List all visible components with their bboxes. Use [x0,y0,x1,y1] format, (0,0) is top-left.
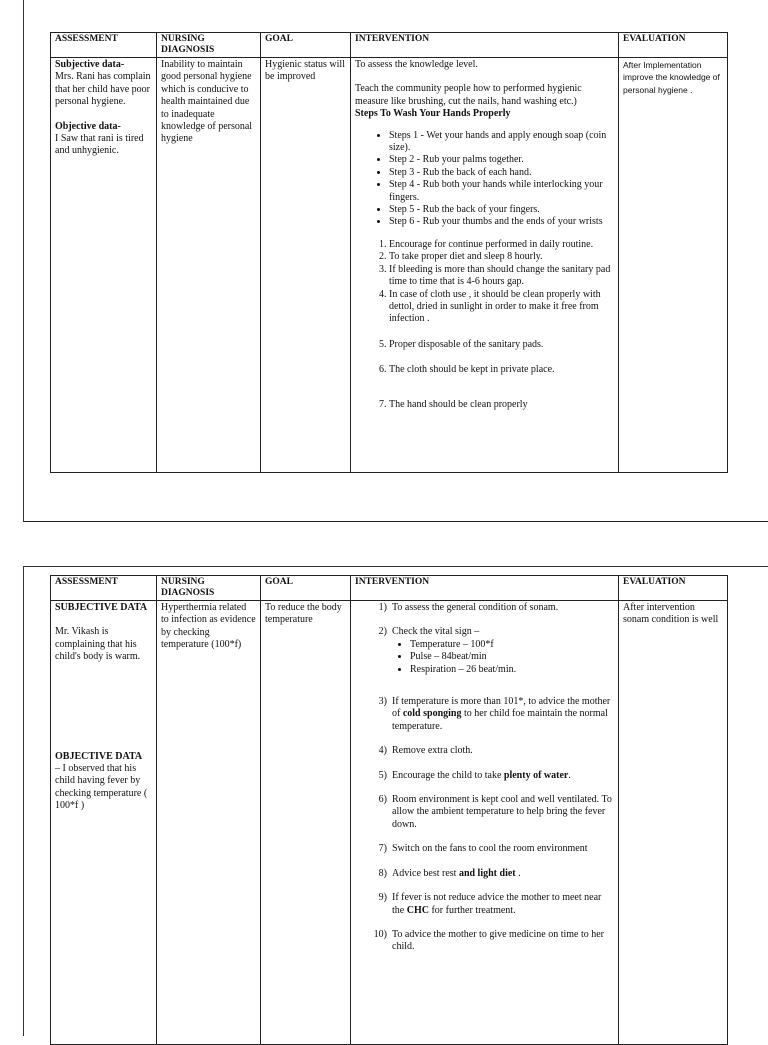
document-page-1 [23,0,768,522]
assessment-cell [51,58,157,473]
subjective-heading: SUBJECTIVE DATA [55,602,148,613]
objective-text: – I observed that his child having fever by checking temperature ( 100*f ) [55,763,148,812]
header-goal: GOAL [261,576,351,601]
objective-heading: OBJECTIVE DATA [55,750,143,762]
list-item: • Step 6 - Rub your thumbs and the ends of your wrists [389,216,614,228]
list-item: 4) Remove extra cloth. [378,745,473,757]
list-item: 8) Advice best rest and light diet . [378,867,521,879]
list-item: 4. In case of cloth use , it should be clean properly with dettol, dried in sunlight in order to make it free from infection . [389,289,614,326]
diagnosis-cell: Hyperthermia related to infection as evidence by checking temperature (100*f) [157,601,261,1045]
list-item: • Temperature – 100*f [410,639,614,651]
intervention-cell [351,58,619,473]
list-item: 5. Proper disposable of the sanitary pads. [389,339,614,351]
list-item: 3) If temperature is more than 101*, to advice the mother of cold sponging to her child foe maintain the normal temperature. [378,696,611,732]
goal-cell: To reduce the body temperature [261,601,351,1045]
list-item: 10) To advice the mother to give medicine on time to her child. [373,928,605,953]
list-item: 3. If bleeding is more than should change the sanitary pad time to time that is 4-6 hours gap. [389,264,614,289]
subjective-text: Mrs. Rani has complain that her child have poor personal hygiene. [55,71,151,108]
assessment-cell [51,601,157,1045]
list-item: 7. The hand should be clean properly [389,399,614,411]
handwash-steps-list [355,130,614,229]
objective-heading: Objective data- [55,120,121,132]
header-intervention: INTERVENTION [351,576,619,601]
list-item: • Step 5 - Rub the back of your fingers. [389,204,614,216]
intervention-intro-1: To assess the knowledge level. [355,59,478,70]
list-item: 1. Encourage for continue performed in daily routine. [389,239,614,251]
list-item: 1) To assess the general condition of sonam. [378,602,559,613]
intervention-numbered-list [355,239,614,411]
header-goal: GOAL [261,33,351,58]
subjective-heading: Subjective data- [55,59,125,70]
list-item: 6. The cloth should be kept in private place. [389,364,614,376]
goal-cell: Hygienic status will be improved [261,58,351,473]
list-item: • Pulse – 84beat/min [410,651,614,663]
care-plan-table-1 [50,32,728,473]
evaluation-cell: After intervention sonam condition is well [619,601,728,1045]
list-item: 7) Switch on the fans to cool the room environment [378,843,588,855]
header-intervention: INTERVENTION [351,33,619,58]
list-item: • Step 3 - Rub the back of each hand. [389,167,614,179]
header-evaluation: EVALUATION [619,33,728,58]
list-item: • Step 4 - Rub both your hands while interlocking your fingers. [389,179,614,204]
list-item: 2) Check the vital sign – • Temperature – 100*f • Pulse – 84beat/min • Respiration – 26 beat/min. [355,626,614,676]
intervention-intro-2: Teach the community people how to performed hygienic measure like brushing, cut the nails, hand washing etc.) [355,83,582,107]
list-item: • Steps 1 - Wet your hands and apply enough soap (coin size). [389,130,614,155]
header-assessment: ASSESSMENT [51,33,157,58]
objective-text: I Saw that rani is tired and unhygienic. [55,133,144,157]
list-item: 6) Room environment is kept cool and well ventilated. To allow the ambient temperature to help bring the fever down. [378,794,612,830]
header-nursing-diagnosis: NURSING DIAGNOSIS [157,33,261,58]
header-assessment: ASSESSMENT [51,576,157,601]
list-item: 5) Encourage the child to take plenty of water. [378,769,571,781]
intervention-cell [351,601,619,1045]
document-page-2 [23,566,768,1036]
steps-heading: Steps To Wash Your Hands Properly [355,108,511,120]
diagnosis-cell: Inability to maintain good personal hygiene which is conducive to health maintained due to inadequate knowledge of personal hygiene [157,58,261,473]
list-item: 2. To take proper diet and sleep 8 hourly. [389,251,614,263]
care-plan-table-2 [50,575,728,1045]
subjective-text: Mr. Vikash is complaining that his child's body is warm. [55,626,141,663]
vital-signs-list [362,639,614,676]
list-item: • Respiration – 26 beat/min. [410,664,614,676]
header-evaluation: EVALUATION [619,576,728,601]
evaluation-cell: After Implementation improve the knowledge of personal hygiene . [619,58,728,473]
list-item: 9) If fever is not reduce advice the mother to meet near the CHC for further treatment. [378,892,602,916]
header-nursing-diagnosis: NURSING DIAGNOSIS [157,576,261,601]
list-item: • Step 2 - Rub your palms together. [389,154,614,166]
